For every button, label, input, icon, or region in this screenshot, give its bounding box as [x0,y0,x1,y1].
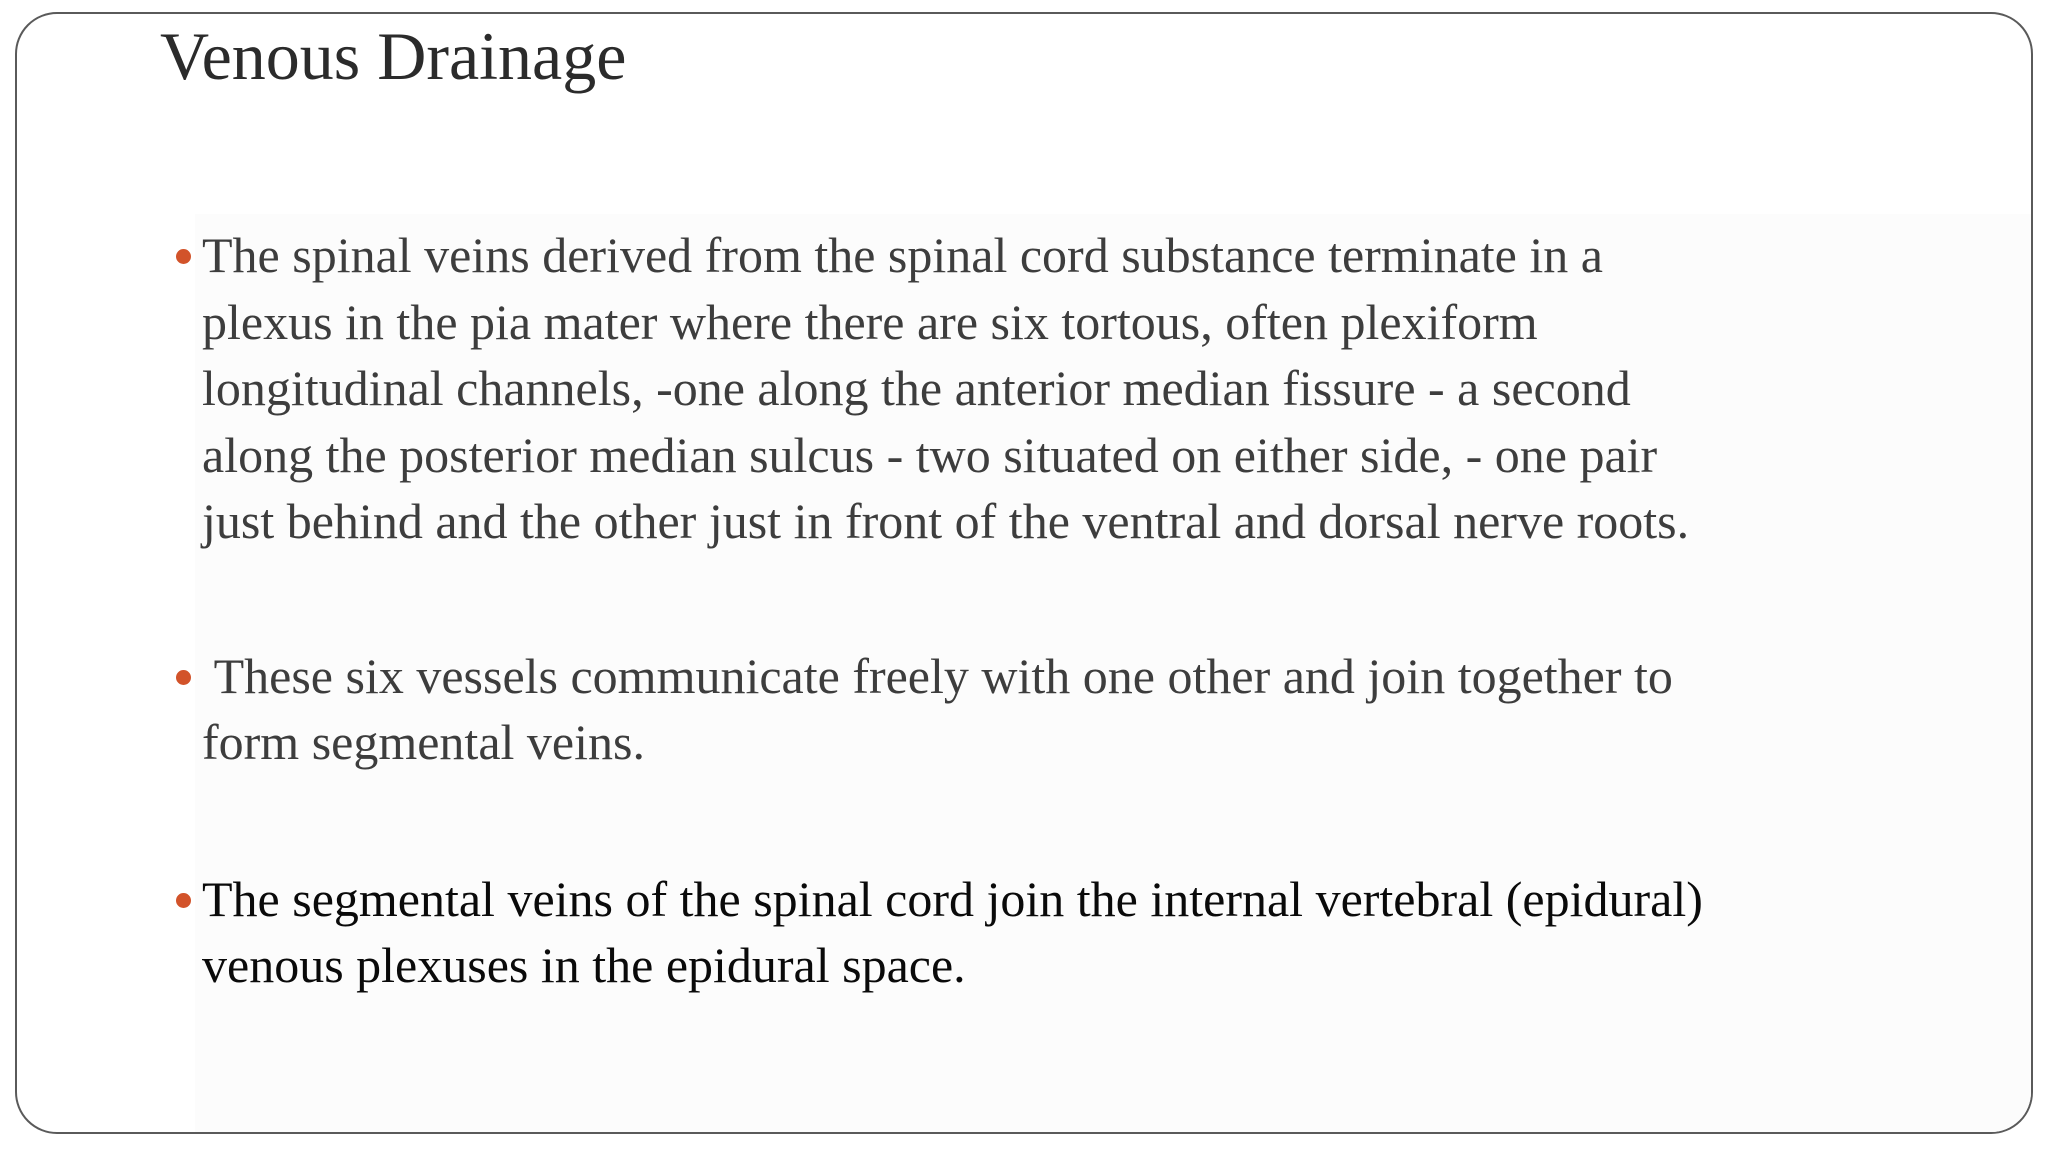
bullet-line: The spinal veins derived from the spinal cord substance terminate in a [202,227,1603,283]
bullet-line: just behind and the other just in front of the ventral and dorsal nerve roots. [202,493,1690,549]
bullet-dot-icon [176,893,191,908]
bullet-item [157,866,1937,999]
bullet-line: The segmental veins of the spinal cord join the internal vertebral (epidural) [202,870,1703,927]
bullet-list [157,222,1937,999]
slide-frame [15,12,2033,1134]
bullet-line: longitudinal channels, -one along the anterior median fissure - a second [202,360,1631,416]
bullet-line: venous plexuses in the epidural space. [202,937,966,993]
bullet-item [157,222,1937,555]
slide-title: Venous Drainage [160,18,627,94]
bullet-line: form segmental veins. [202,714,645,770]
bullet-line: These six vessels communicate freely with one other and join together to [202,647,1673,704]
bullet-line: along the posterior median sulcus - two situated on either side, - one pair [202,426,1658,483]
bullet-dot-icon [176,670,191,685]
bullet-dot-icon [176,249,191,264]
bullet-line: plexus in the pia mater where there are six tortous, often plexiform [202,293,1538,350]
bullet-item [157,643,1937,776]
